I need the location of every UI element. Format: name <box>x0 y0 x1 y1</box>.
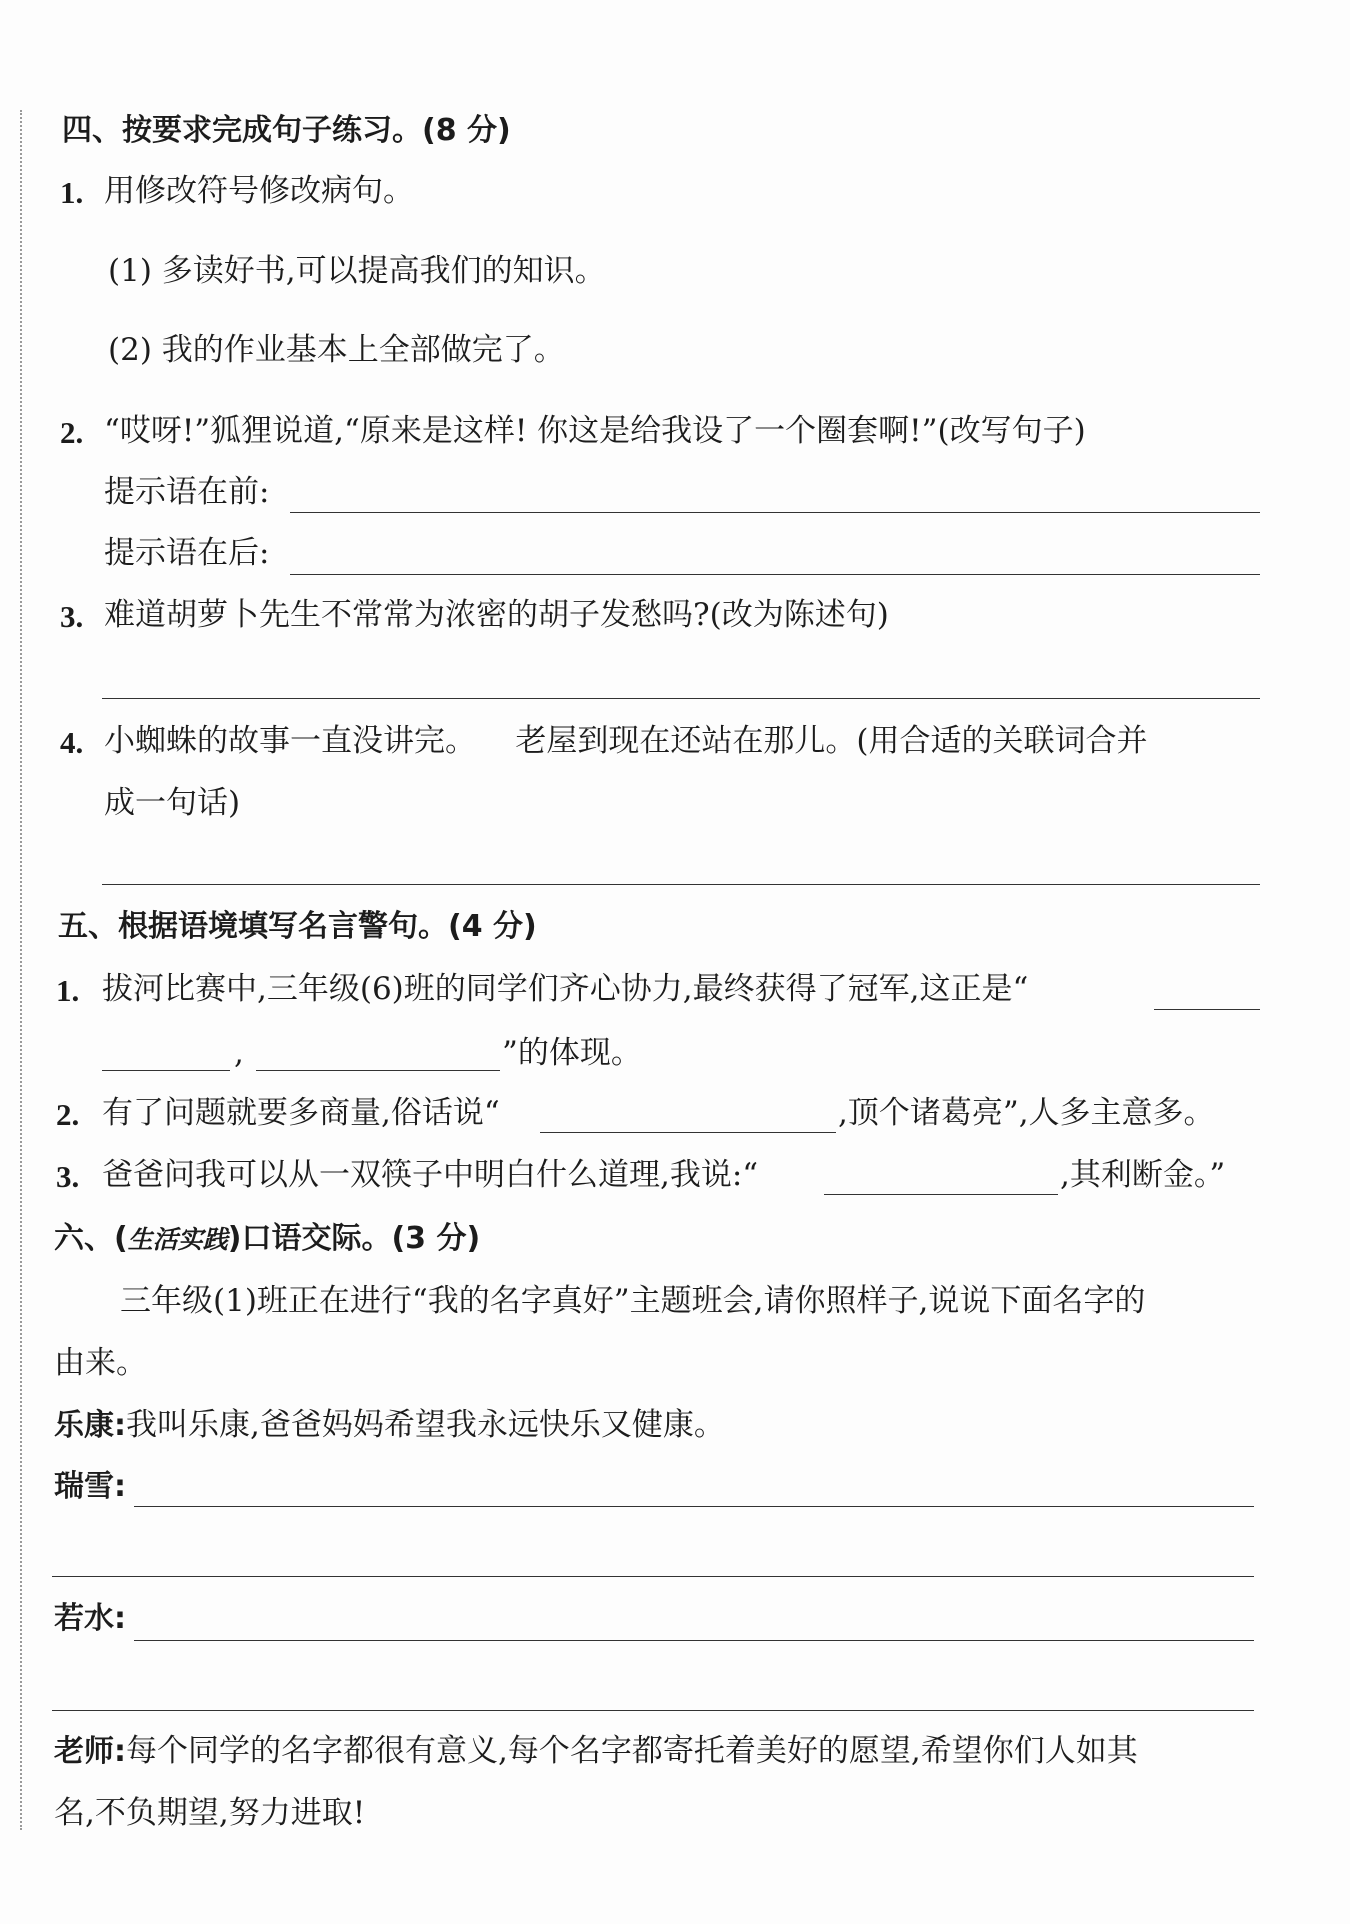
section5-heading: 五、根据语境填写名言警句。(4 分) <box>58 909 537 944</box>
s6-example <box>54 1406 725 1445</box>
worksheet-page <box>52 0 1262 1924</box>
section4-heading: 四、按要求完成句子练习。(8 分) <box>62 113 511 148</box>
s4-q2-text: “哎呀!”狐狸说道,“原来是这样! 你这是给我设了一个圈套啊!”(改写句子) <box>104 413 1086 449</box>
s5-q2-blank[interactable] <box>540 1132 836 1133</box>
s5-q1-tail: ”的体现。 <box>502 1035 642 1071</box>
s4-q4-text: 小蜘蛛的故事一直没讲完。 老屋到现在还站在那儿。(用合适的关联词合并 <box>104 723 1148 759</box>
s4-q2-answer-line-front[interactable] <box>290 512 1260 513</box>
s6-teacher-text-2: 名,不负期望,努力进取! <box>54 1795 366 1831</box>
section6-heading-tag: 生活实践 <box>127 1225 228 1254</box>
s5-q3-pre: 爸爸问我可以从一双筷子中明白什么道理,我说:“ <box>102 1157 759 1193</box>
s5-q3-blank[interactable] <box>824 1194 1058 1195</box>
s6-teacher-label: 老师: <box>54 1734 126 1769</box>
s6-name1-answer-line-2[interactable] <box>52 1576 1254 1577</box>
s4-q4-text-cont: 成一句话) <box>104 785 241 821</box>
section6-heading-pre: 六、( <box>54 1221 128 1256</box>
s6-teacher <box>54 1732 1138 1771</box>
s6-intro-line1: 三年级(1)班正在进行“我的名字真好”主题班会,请你照样子,说说下面名字的 <box>120 1283 1146 1319</box>
s5-q1-comma: , <box>234 1035 244 1071</box>
s5-q1-number: 1. <box>56 973 80 1008</box>
s4-q2-label-front: 提示语在前: <box>104 474 270 510</box>
s5-q1-blank-1b[interactable] <box>102 1070 230 1071</box>
s5-q1-blank-1a[interactable] <box>1154 1009 1260 1010</box>
s5-q1-blank-2[interactable] <box>256 1070 500 1071</box>
s4-q3-answer-line[interactable] <box>102 698 1260 699</box>
s4-q1-sub2: (2) 我的作业基本上全部做完了。 <box>108 332 565 368</box>
s4-q2-number: 2. <box>60 415 84 450</box>
s6-example-text: 我叫乐康,爸爸妈妈希望我永远快乐又健康。 <box>126 1407 725 1443</box>
s6-name1-answer-line-1[interactable] <box>134 1506 1254 1507</box>
s4-q1-text: 用修改符号修改病句。 <box>104 173 414 209</box>
s4-q2-answer-line-back[interactable] <box>290 574 1260 575</box>
s5-q3-number: 3. <box>56 1159 80 1194</box>
s5-q2-pre: 有了问题就要多商量,俗话说“ <box>102 1095 500 1131</box>
s4-q3-text: 难道胡萝卜先生不常常为浓密的胡子发愁吗?(改为陈述句) <box>104 597 889 633</box>
s6-name1-label: 瑞雪: <box>54 1469 126 1504</box>
s6-name2-label: 若水: <box>54 1601 126 1636</box>
s5-q2-number: 2. <box>56 1097 80 1132</box>
s6-name2-answer-line-2[interactable] <box>52 1710 1254 1711</box>
s4-q4-answer-line[interactable] <box>102 884 1260 885</box>
binding-margin-line <box>20 110 22 1830</box>
s5-q1-text: 拔河比赛中,三年级(6)班的同学们齐心协力,最终获得了冠军,这正是“ <box>102 971 1029 1007</box>
s4-q4-number: 4. <box>60 725 84 760</box>
s4-q3-number: 3. <box>60 599 84 634</box>
s5-q3-post: ,其利断金。” <box>1060 1157 1226 1193</box>
s4-q1-sub1: (1) 多读好书,可以提高我们的知识。 <box>108 253 606 289</box>
s4-q2-label-back: 提示语在后: <box>104 535 270 571</box>
section6-heading-post: )口语交际。(3 分) <box>227 1221 481 1256</box>
s6-name2-answer-line-1[interactable] <box>134 1640 1254 1641</box>
s6-intro-line2: 由来。 <box>54 1345 147 1381</box>
s5-q2-post: ,顶个诸葛亮”,人多主意多。 <box>838 1095 1215 1131</box>
s4-q1-number: 1. <box>60 175 84 210</box>
s6-teacher-text-1: 每个同学的名字都很有意义,每个名字都寄托着美好的愿望,希望你们人如其 <box>126 1733 1138 1769</box>
section6-heading <box>54 1220 480 1258</box>
s6-example-name: 乐康: <box>54 1408 126 1443</box>
